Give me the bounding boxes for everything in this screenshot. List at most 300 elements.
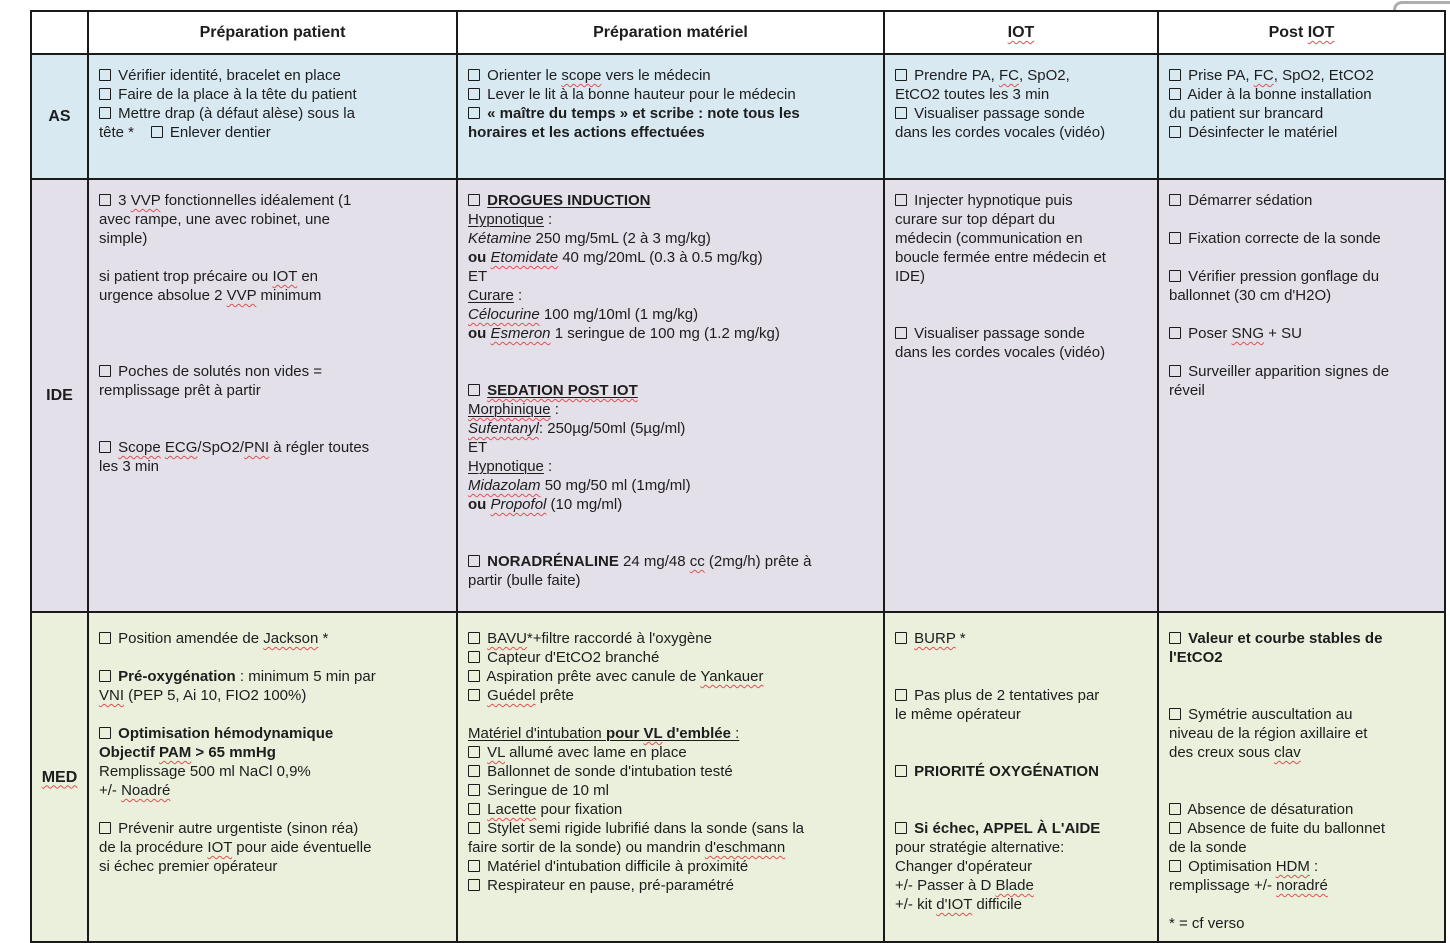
text-run: dans les cordes vocales (vidéo) xyxy=(895,124,1106,141)
checkbox-icon xyxy=(895,632,907,644)
misspelled-text: Noadré xyxy=(121,782,171,799)
text-run: : xyxy=(730,725,740,742)
text-run: Injecter hypnotique puis xyxy=(910,192,1073,209)
checklist-line xyxy=(99,104,448,123)
blank-line xyxy=(895,781,1149,800)
text-run: : 250µg/50ml (5µg/ml) xyxy=(538,420,686,437)
text-run xyxy=(1008,24,1035,41)
checkbox-icon xyxy=(468,194,480,206)
checklist-line xyxy=(468,305,875,324)
text-run: Aider à la bonne installation xyxy=(1184,86,1372,103)
text-run: horaires et les actions effectuées xyxy=(468,124,705,141)
checklist-line xyxy=(99,819,448,838)
checklist-line xyxy=(99,838,448,857)
text-run: pour aide éventuelle xyxy=(232,839,372,856)
checkbox-icon xyxy=(99,441,111,453)
text-run: Capteur d'EtCO2 branché xyxy=(483,649,660,666)
text-run: 40 mg/20mL (0.3 à 0.5 mg/kg) xyxy=(558,249,763,266)
text-run: Faire de la place à la tête du patient xyxy=(114,86,357,103)
cell-med-preparation-materiel xyxy=(457,612,884,942)
checkbox-icon xyxy=(99,88,111,100)
checklist-line xyxy=(99,286,448,305)
checkbox-icon xyxy=(895,194,907,206)
checklist-line xyxy=(895,248,1149,267)
text-run: : xyxy=(543,211,553,228)
misspelled-text: Esmeron xyxy=(490,325,551,342)
checklist-line xyxy=(895,762,1149,781)
text-run: difficile xyxy=(972,896,1022,913)
blank-line xyxy=(895,286,1149,305)
checklist-line xyxy=(1169,66,1436,85)
text-run xyxy=(244,439,269,456)
text-run: remplissage prêt à partir xyxy=(99,382,261,399)
text-run: réveil xyxy=(1169,382,1205,399)
checklist-line xyxy=(99,381,448,400)
checklist-line xyxy=(99,686,448,705)
checklist-line xyxy=(1169,362,1436,381)
text-run: Prise PA, xyxy=(1184,67,1254,84)
checklist-line xyxy=(895,876,1149,895)
checkbox-icon xyxy=(1169,803,1181,815)
text-run: fonctionnelles idéalement (1 xyxy=(160,192,352,209)
text-run: NORADRÉNALINE xyxy=(487,553,619,570)
blank-line xyxy=(99,419,448,438)
text-run xyxy=(487,687,535,704)
cell-as-iot xyxy=(884,54,1158,179)
checkbox-icon xyxy=(99,194,111,206)
checkbox-icon xyxy=(468,651,480,663)
blank-line xyxy=(468,362,875,381)
text-run: Fixation correcte de la sonde xyxy=(1184,230,1381,247)
checklist-line xyxy=(895,324,1149,343)
text-run: DROGUES INDUCTION xyxy=(487,192,651,209)
checklist-line xyxy=(468,629,875,648)
cell-med-preparation-patient xyxy=(88,612,457,942)
checklist-line xyxy=(895,686,1149,705)
checklist-line xyxy=(1169,267,1436,286)
text-run xyxy=(468,477,541,494)
text-run: tête * xyxy=(99,124,151,141)
checkbox-icon xyxy=(1169,194,1181,206)
checklist-line xyxy=(468,438,875,457)
checkbox-icon xyxy=(1169,822,1181,834)
checklist-line xyxy=(1169,838,1436,857)
checkbox-icon xyxy=(895,107,907,119)
blank-line xyxy=(1169,248,1436,267)
blank-line xyxy=(99,343,448,362)
checklist-line xyxy=(468,381,875,400)
checklist-line xyxy=(99,457,448,476)
text-run: dans les cordes vocales (vidéo) xyxy=(895,344,1106,361)
text-run: Curare xyxy=(468,287,514,304)
text-run: Pas plus de 2 tentatives par xyxy=(910,687,1100,704)
text-run: Préparation patient xyxy=(199,24,346,41)
text-run: Poches de solutés non vides = xyxy=(114,363,323,380)
text-run: Absence de désaturation xyxy=(1184,801,1354,818)
text-run: Matériel d'intubation difficile à proximité xyxy=(483,858,749,875)
text-run xyxy=(491,249,559,266)
text-run: niveau de la région axillaire et xyxy=(1169,725,1368,742)
checklist-line xyxy=(99,267,448,286)
text-run: à régler toutes xyxy=(269,439,370,456)
text-run: Orienter le xyxy=(483,67,562,84)
checklist-line xyxy=(1169,85,1436,104)
checklist-line xyxy=(468,648,875,667)
checklist-line xyxy=(468,66,875,85)
cell-ide-preparation-materiel xyxy=(457,179,884,612)
text-run: *+filtre raccordé à l'oxygène xyxy=(526,630,712,647)
text-run: urgence absolue 2 xyxy=(99,287,227,304)
blank-line xyxy=(1169,343,1436,362)
checklist-line xyxy=(1169,876,1436,895)
checklist-line xyxy=(468,248,875,267)
row-ide xyxy=(31,179,1445,612)
cell-as-preparation-patient xyxy=(88,54,457,179)
text-run xyxy=(999,67,1019,84)
text-run xyxy=(468,401,551,418)
misspelled-text: clav xyxy=(1274,744,1301,761)
text-run xyxy=(491,496,547,513)
text-run xyxy=(491,325,551,342)
misspelled-text: Scope xyxy=(118,439,161,456)
text-run xyxy=(995,877,1033,894)
checkbox-icon xyxy=(468,107,480,119)
misspelled-text: d'eschmann xyxy=(704,839,786,856)
row-as xyxy=(31,54,1445,179)
text-run: ou xyxy=(468,496,491,513)
misspelled-text: BURP xyxy=(914,630,956,647)
text-run xyxy=(468,306,540,323)
text-run: +/- Passer à D xyxy=(895,877,996,894)
checkbox-icon xyxy=(468,689,480,701)
checklist-line xyxy=(1169,743,1436,762)
checklist-line xyxy=(895,857,1149,876)
text-run xyxy=(165,439,198,456)
checklist-line xyxy=(1169,191,1436,210)
misspelled-text: BAVU xyxy=(487,630,527,647)
checkbox-icon xyxy=(895,327,907,339)
text-run xyxy=(1276,877,1328,894)
text-run xyxy=(1276,858,1310,875)
text-run: Vérifier pression gonflage du xyxy=(1184,268,1380,285)
misspelled-text: IOT xyxy=(1307,24,1335,41)
text-run: Remplissage 500 ml NaCl 0,9% xyxy=(99,763,311,780)
row-label-med xyxy=(31,612,88,942)
misspelled-text: Midazolam xyxy=(468,477,541,494)
checklist-line xyxy=(468,123,875,142)
text-run: ET xyxy=(468,439,488,456)
text-run: Vérifier identité, bracelet en place xyxy=(114,67,341,84)
checkbox-icon xyxy=(99,632,111,644)
text-run: ET xyxy=(468,268,488,285)
text-run: Ballonnet de sonde d'intubation testé xyxy=(483,763,733,780)
cell-med-iot xyxy=(884,612,1158,942)
text-run: pour fixation xyxy=(536,801,623,818)
header-preparation-materiel xyxy=(457,11,884,54)
text-run: du patient sur brancard xyxy=(1169,105,1324,122)
checklist-line xyxy=(1169,229,1436,248)
checklist-line xyxy=(99,629,448,648)
text-run: : xyxy=(513,287,523,304)
text-run xyxy=(121,782,170,799)
checklist-line xyxy=(468,800,875,819)
checklist-line xyxy=(468,457,875,476)
checkbox-icon xyxy=(1169,860,1181,872)
text-run: Poser xyxy=(1184,325,1232,342)
checklist-line xyxy=(1169,629,1436,648)
text-run: Prendre PA, xyxy=(910,67,999,84)
checklist-line xyxy=(468,838,875,857)
text-run: * xyxy=(955,630,966,647)
blank-line xyxy=(1169,667,1436,686)
text-run xyxy=(561,67,601,84)
text-run: Matériel d'intubation xyxy=(468,725,606,742)
misspelled-text: IOT xyxy=(207,839,233,856)
checklist-line xyxy=(99,724,448,743)
checklist-line xyxy=(895,895,1149,914)
text-run: Stylet semi rigide lubrifié dans la sonde (sans la xyxy=(483,820,804,837)
checklist-line xyxy=(468,85,875,104)
text-run: * xyxy=(318,630,329,647)
checklist-line xyxy=(1169,705,1436,724)
text-run xyxy=(207,839,232,856)
text-run: IDE) xyxy=(895,268,925,285)
misspelled-text: Sufentanyl xyxy=(468,420,539,437)
checklist-line xyxy=(468,400,875,419)
text-run xyxy=(1308,24,1335,41)
text-run: d'emblée xyxy=(662,725,731,742)
checkbox-icon xyxy=(895,822,907,834)
checkbox-icon xyxy=(468,632,480,644)
checkbox-icon xyxy=(1169,327,1181,339)
checklist-line xyxy=(468,104,875,123)
checklist-line xyxy=(1169,724,1436,743)
checkbox-icon xyxy=(1169,88,1181,100)
misspelled-text: Guédel xyxy=(487,687,536,704)
text-run xyxy=(42,769,78,786)
misspelled-text: ECG xyxy=(164,439,198,456)
text-run: Aspiration prête avec canule de xyxy=(483,668,701,685)
text-run: de la sonde xyxy=(1169,839,1247,856)
checklist-line xyxy=(468,686,875,705)
text-run: 1 seringue de 100 mg (1.2 mg/kg) xyxy=(550,325,780,342)
checklist-line xyxy=(1169,914,1436,933)
text-run: remplissage +/- xyxy=(1169,877,1277,894)
checklist-line xyxy=(1169,286,1436,305)
iot-checklist-table xyxy=(30,10,1446,943)
header-preparation-patient xyxy=(88,11,457,54)
text-run: ou xyxy=(468,325,491,342)
checkbox-icon xyxy=(468,822,480,834)
blank-line xyxy=(99,800,448,819)
checklist-line xyxy=(1169,800,1436,819)
row-med xyxy=(31,612,1445,942)
checkbox-icon xyxy=(468,784,480,796)
checklist-line xyxy=(1169,381,1436,400)
text-run: 24 mg/48 xyxy=(618,553,690,570)
misspelled-text: IOT xyxy=(272,268,298,285)
text-run xyxy=(131,192,161,209)
text-run xyxy=(643,725,662,742)
checkbox-icon xyxy=(151,126,163,138)
text-run: simple) xyxy=(99,230,148,247)
text-run: Post xyxy=(1268,24,1308,41)
blank-line xyxy=(99,705,448,724)
text-run: médecin (communication en xyxy=(895,230,1083,247)
text-run: prête xyxy=(535,687,574,704)
checkbox-icon xyxy=(99,670,111,682)
checklist-line xyxy=(895,123,1149,142)
misspelled-text: cc xyxy=(689,553,705,570)
checklist-line xyxy=(895,267,1149,286)
checklist-line xyxy=(895,343,1149,362)
checklist-line xyxy=(99,66,448,85)
cell-ide-preparation-patient xyxy=(88,179,457,612)
blank-line xyxy=(895,305,1149,324)
misspelled-text: HDM xyxy=(1275,858,1310,875)
text-run: PRIORITÉ OXYGÉNATION xyxy=(914,763,1099,780)
text-run: , SpO2, xyxy=(1018,67,1070,84)
text-run: ballonnet (30 cm d'H2O) xyxy=(1169,287,1332,304)
text-run: le même opérateur xyxy=(895,706,1021,723)
checklist-line xyxy=(468,286,875,305)
text-run: Désinfecter le matériel xyxy=(1184,124,1338,141)
checkbox-icon xyxy=(99,365,111,377)
text-run: 50 mg/50 ml (1mg/ml) xyxy=(540,477,691,494)
checklist-line xyxy=(1169,857,1436,876)
misspelled-text: Jackson xyxy=(263,630,319,647)
misspelled-text: VL xyxy=(487,744,505,761)
blank-line xyxy=(1169,762,1436,781)
checklist-line xyxy=(1169,123,1436,142)
text-run: Absence de fuite du ballonnet xyxy=(1184,820,1385,837)
text-run: Hypnotique xyxy=(468,458,544,475)
text-run: si échec premier opérateur xyxy=(99,858,278,875)
checklist-line xyxy=(468,324,875,343)
text-run xyxy=(705,839,785,856)
text-run: (PEP 5, Ai 10, FIO2 100%) xyxy=(124,687,307,704)
checkbox-icon xyxy=(468,765,480,777)
text-run: +/- xyxy=(99,782,122,799)
text-run xyxy=(487,630,527,647)
misspelled-text: Etomidate xyxy=(490,249,559,266)
text-run xyxy=(487,382,638,399)
text-run: « maître du temps » et scribe : note tous les xyxy=(483,105,800,122)
text-run: * = cf verso xyxy=(1169,915,1245,932)
text-run xyxy=(690,553,705,570)
text-run: Position amendée de xyxy=(114,630,264,647)
blank-line xyxy=(1169,781,1436,800)
text-run: faire sortir de la sonde) ou mandrin xyxy=(468,839,705,856)
misspelled-text: VL xyxy=(643,725,663,742)
misspelled-text: Blade xyxy=(995,877,1034,894)
text-run: Symétrie auscultation au xyxy=(1184,706,1353,723)
checklist-line xyxy=(468,571,875,590)
checkbox-icon xyxy=(1169,232,1181,244)
misspelled-text: Propofol xyxy=(490,496,547,513)
checklist-line xyxy=(99,123,448,142)
text-run: les 3 min xyxy=(99,458,160,475)
blank-line xyxy=(895,800,1149,819)
checklist-line xyxy=(1169,104,1436,123)
checklist-line xyxy=(895,838,1149,857)
misspelled-text: Morphinique xyxy=(468,401,551,418)
text-run: (2mg/h) prête à xyxy=(704,553,812,570)
text-run: : xyxy=(550,401,559,418)
text-run: Pré-oxygénation xyxy=(118,668,236,685)
text-run: Valeur et courbe stables de xyxy=(1188,630,1383,647)
header-role xyxy=(31,11,88,54)
text-run: en xyxy=(297,268,319,285)
text-run: avec rampe, une avec robinet, une xyxy=(99,211,330,228)
text-run xyxy=(1274,744,1301,761)
blank-line xyxy=(1169,305,1436,324)
checklist-line xyxy=(468,495,875,514)
text-run: Objectif xyxy=(99,744,160,761)
checklist-line xyxy=(895,819,1149,838)
text-run: : minimum 5 min par xyxy=(235,668,376,685)
text-run xyxy=(227,287,257,304)
checklist-line xyxy=(895,210,1149,229)
misspelled-text: d'IOT xyxy=(936,896,973,913)
text-run: > 65 mmHg xyxy=(191,744,276,761)
checklist-line xyxy=(895,705,1149,724)
checklist-line xyxy=(468,781,875,800)
text-run: de la procédure xyxy=(99,839,208,856)
checklist-line xyxy=(468,191,875,210)
cell-ide-iot xyxy=(884,179,1158,612)
checkbox-icon xyxy=(99,727,111,739)
text-run: Surveiller apparition signes de xyxy=(1184,363,1390,380)
checklist-line xyxy=(895,85,1149,104)
checklist-line xyxy=(895,66,1149,85)
text-run: , SpO2, EtCO2 xyxy=(1273,67,1374,84)
blank-line xyxy=(1169,895,1436,914)
checkbox-icon xyxy=(1169,270,1181,282)
checklist-line xyxy=(468,724,875,743)
misspelled-text: Célocurine xyxy=(468,306,540,323)
text-run: Optimisation xyxy=(1184,858,1276,875)
text-run: Hypnotique xyxy=(468,211,544,228)
checklist-line xyxy=(468,743,875,762)
checkbox-icon xyxy=(1169,632,1181,644)
checklist-line xyxy=(99,667,448,686)
checklist-line xyxy=(468,876,875,895)
checklist-line xyxy=(468,857,875,876)
checklist-line xyxy=(468,419,875,438)
text-run: si patient trop précaire ou xyxy=(99,268,273,285)
checklist-line xyxy=(99,210,448,229)
checklist-line xyxy=(468,819,875,838)
text-run xyxy=(487,744,505,761)
header-row xyxy=(31,11,1445,54)
misspelled-text: scope xyxy=(561,67,602,84)
text-run xyxy=(936,896,972,913)
text-run: (10 mg/ml) xyxy=(546,496,623,513)
text-run: vers le médecin xyxy=(601,67,711,84)
checklist-line xyxy=(99,762,448,781)
row-label-as xyxy=(31,54,88,179)
text-run: ou xyxy=(468,249,491,266)
blank-line xyxy=(468,533,875,552)
checklist-line xyxy=(468,667,875,686)
checklist-line xyxy=(468,229,875,248)
checklist-line xyxy=(468,210,875,229)
text-run: Visualiser passage sonde xyxy=(910,325,1085,342)
misspelled-text: VVP xyxy=(226,287,257,304)
blank-line xyxy=(99,648,448,667)
text-run xyxy=(272,268,297,285)
